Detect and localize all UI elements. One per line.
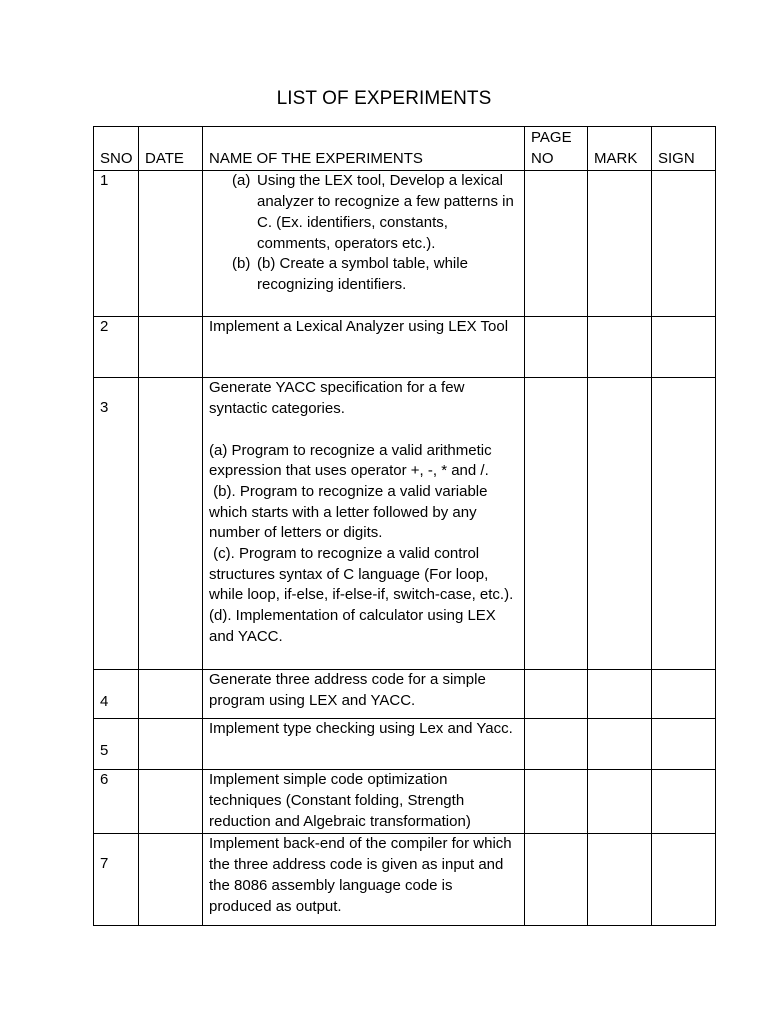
experiment-paragraph: (c). Program to recognize a valid control structures syntax of C language (For loop, while loop, if-else, if-else-if, switch-case, etc.). (d). Implementation of calculator using LEX and YACC. xyxy=(209,545,518,645)
date-cell xyxy=(139,670,203,719)
sno-cell: 5 xyxy=(94,719,139,770)
header-page-no xyxy=(525,127,588,171)
page-title: LIST OF EXPERIMENTS xyxy=(276,88,492,109)
table-row xyxy=(94,171,716,317)
experiment-name-cell: Implement type checking using Lex and Yacc. xyxy=(203,719,525,770)
mark-cell xyxy=(588,171,652,317)
date-cell xyxy=(139,834,203,926)
item-text: Using the LEX tool, Develop a lexical analyzer to recognize a few patterns in C. (Ex. identifiers, constants, comments, operators etc.). xyxy=(257,172,514,252)
header-sign: SIGN xyxy=(652,127,716,171)
experiment-name-cell xyxy=(203,378,525,670)
sno-cell: 4 xyxy=(94,670,139,719)
experiment-paragraph: (b). Program to recognize a valid variable which starts with a letter followed by any number of letters or digits. xyxy=(209,482,492,542)
page-no-cell xyxy=(525,770,588,834)
mark-cell xyxy=(588,834,652,926)
page-no-cell xyxy=(525,317,588,378)
sno-cell: 6 xyxy=(94,770,139,834)
sign-cell xyxy=(652,834,716,926)
table-row xyxy=(94,719,716,770)
table-row xyxy=(94,317,716,378)
mark-cell xyxy=(588,317,652,378)
sign-cell xyxy=(652,378,716,670)
item-label: (a) xyxy=(232,172,251,190)
experiment-paragraph: (a) Program to recognize a valid arithmetic expression that uses operator +, -, * and /. xyxy=(209,441,492,480)
experiment-name-cell: Generate three address code for a simple program using LEX and YACC. xyxy=(203,670,525,719)
date-cell xyxy=(139,770,203,834)
date-cell xyxy=(139,719,203,770)
sno-cell: 7 xyxy=(94,834,139,926)
list-item xyxy=(209,171,518,254)
mark-cell xyxy=(588,770,652,834)
table-header-row xyxy=(94,127,716,171)
page-no-cell xyxy=(525,834,588,926)
experiment-sublist xyxy=(209,171,518,295)
mark-cell xyxy=(588,670,652,719)
table-row xyxy=(94,670,716,719)
experiment-name-cell: Implement a Lexical Analyzer using LEX Tool xyxy=(203,317,525,378)
sno-cell: 1 xyxy=(94,171,139,317)
sign-cell xyxy=(652,770,716,834)
header-mark: MARK xyxy=(588,127,652,171)
mark-cell xyxy=(588,378,652,670)
date-cell xyxy=(139,317,203,378)
page-no-cell xyxy=(525,719,588,770)
experiment-paragraph: Generate YACC specification for a few syntactic categories. xyxy=(209,379,465,418)
sign-cell xyxy=(652,171,716,317)
header-sno: SNO xyxy=(94,127,139,171)
table-row xyxy=(94,834,716,926)
experiments-table xyxy=(93,126,716,926)
mark-cell xyxy=(588,719,652,770)
sign-cell xyxy=(652,317,716,378)
experiment-name-cell: Implement back-end of the compiler for which the three address code is given as input and the 8086 assembly language code is produced as output. xyxy=(203,834,525,926)
sno-cell: 3 xyxy=(94,378,139,670)
header-date: DATE xyxy=(139,127,203,171)
page-no-cell xyxy=(525,171,588,317)
list-item xyxy=(209,254,518,295)
table-row xyxy=(94,770,716,834)
sign-cell xyxy=(652,670,716,719)
page-no-cell xyxy=(525,378,588,670)
header-page-line2: NO xyxy=(531,149,554,167)
page-no-cell xyxy=(525,670,588,719)
header-name: NAME OF THE EXPERIMENTS xyxy=(203,127,525,171)
date-cell xyxy=(139,171,203,317)
item-label: (b) xyxy=(232,255,251,273)
paragraph-gap xyxy=(209,420,518,441)
experiment-name-cell xyxy=(203,171,525,317)
date-cell xyxy=(139,378,203,670)
item-text: (b) Create a symbol table, while recognizing identifiers. xyxy=(257,255,468,293)
sno-cell: 2 xyxy=(94,317,139,378)
sign-cell xyxy=(652,719,716,770)
experiment-name-cell: Implement simple code optimization techniques (Constant folding, Strength reduction and Algebraic transformation) xyxy=(203,770,525,834)
header-page-line1: PAGE xyxy=(531,129,572,146)
table-row xyxy=(94,378,716,670)
